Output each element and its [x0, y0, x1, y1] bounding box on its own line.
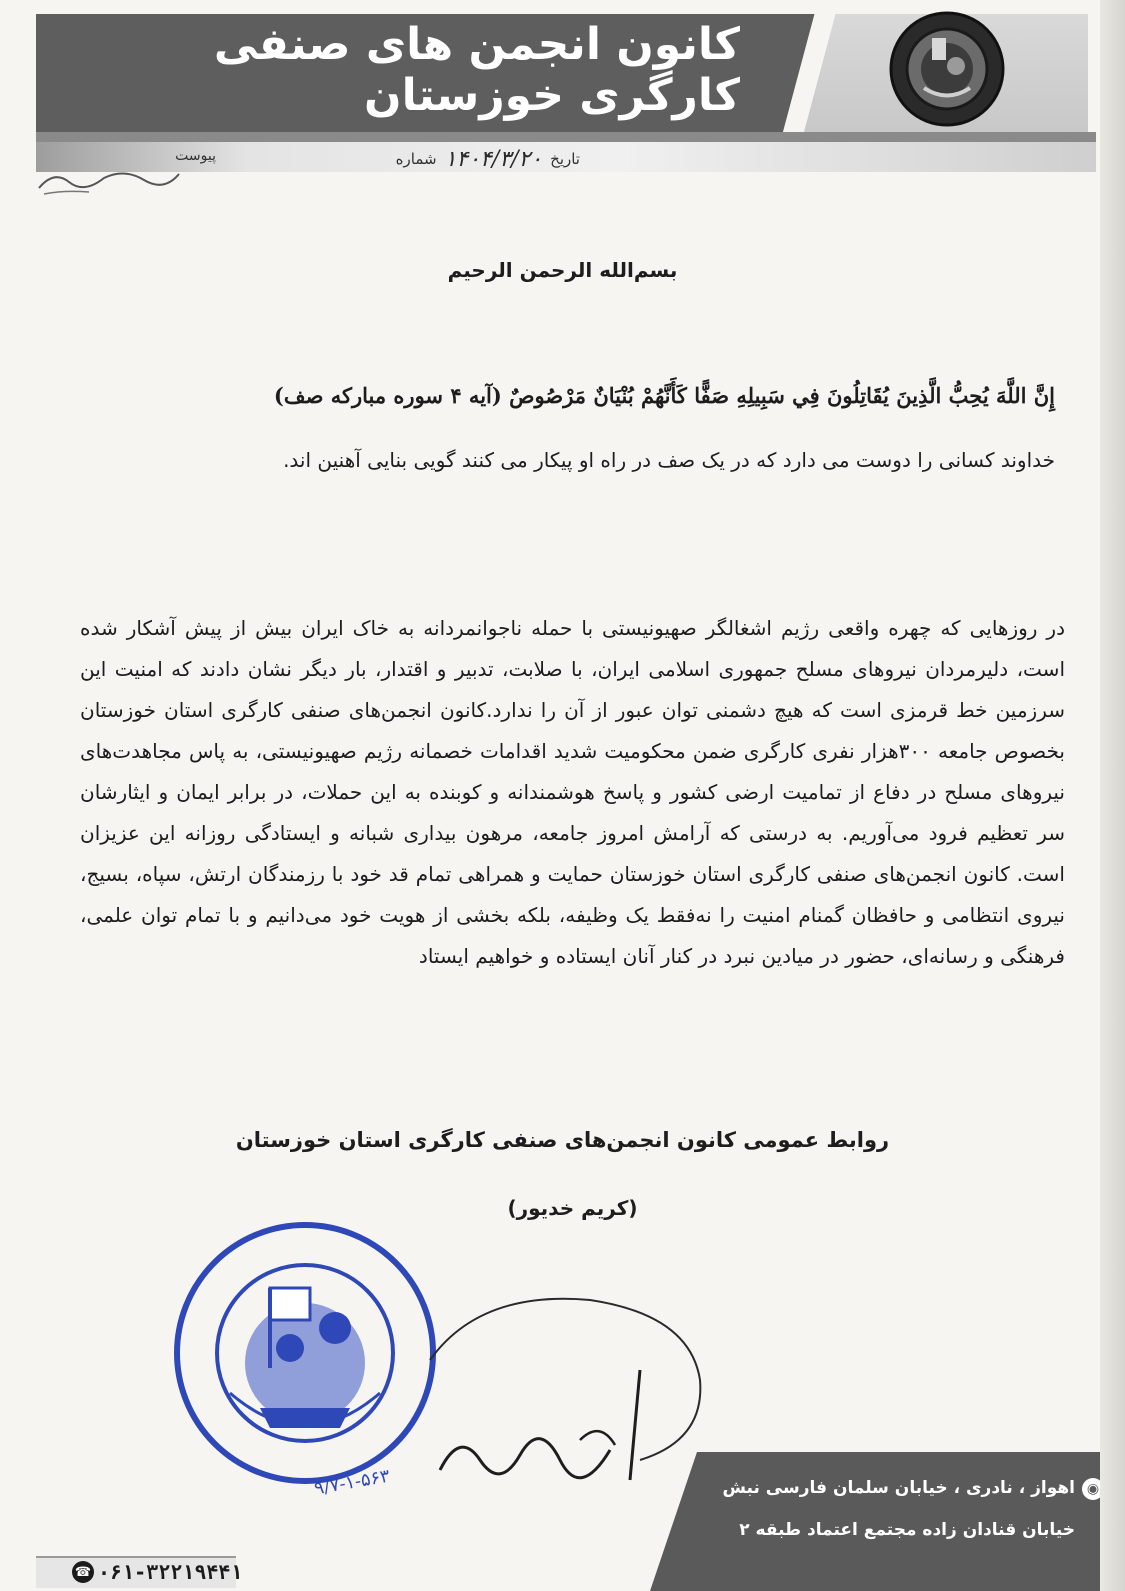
footer-address-line-1: اهواز ، نادری ، خیابان سلمان فارسی نبش: [722, 1478, 1075, 1498]
date-value: ۱۴۰۴/۳/۲۰: [444, 146, 543, 172]
header-title: کانون انجمن های صنفی کارگری خوزستان: [213, 19, 740, 121]
header-stripe: [36, 132, 1096, 142]
statement-paragraph: در روزهایی که چهره واقعی رژیم اشغالگر صهیونیستی با حمله ناجوانمردانه به خاک ایران بیش از پیش آشکار شده است، دلیرمردان نیروهای مسلح جمهوری اسلامی ایران، با صلابت، تدبیر و اقتدار، بار دیگر نشان دادند که امنیت این سرزمین خط قرمزی است که هیچ دشمنی توان عبور از آن را ندارد.کانون انجمن‌های صنفی کارگری استان خوزستان بخصوص جامعه ۳۰۰هزار نفری کارگری ضمن محکومیت شدید اقدامات خصمانه رژیم صهیونیستی، به پاس مجاهدت‌های نیروهای مسلح در دفاع از تمامیت ارضی کشور و پاسخ هوشمندانه و کوبنده به این حملات، در برابر ایمان و ایثارشان سر تعظیم فرود می‌آوریم. به درستی که آرامش امروز جامعه، مرهون بیداری شبانه و ایستادگی روزانه این عزیزان است. کانون انجمن‌های صنفی کارگری استان خوزستان حمایت و همراهی تمام قد خود با رزمندگان ارتش، سپاه، بسیج، نیروی انتظامی و حافظان گمنام امنیت را نه‌فقط یک وظیفه، بلکه بخشی از هویت خود می‌دانیم و با تمام توان علمی، فرهنگی و رسانه‌ای، حضور در میادین نبرد در کنار آنان ایستاده و خواهیم ایستاد: [80, 616, 1065, 968]
quran-verse: إِنَّ اللَّهَ يُحِبُّ الَّذِينَ يُقَاتِلُونَ فِي سَبِيلِهِ صَفًّا كَأَنَّهُمْ بُنْيَانٌ مَرْصُوصٌ (آیه ۴ سوره مبارکه صف): [273, 383, 1055, 408]
date-label: تاریخ: [550, 150, 580, 168]
basmala-heading: بسم‌الله الرحمن الرحیم: [447, 258, 678, 282]
stamp-number: ۹/۷-۱-۵۶۳: [312, 1465, 392, 1500]
signatory-organization: روابط عمومی کانون انجمن‌های صنفی کارگری استان خوزستان: [235, 1128, 890, 1152]
phone-icon: ☎: [72, 1561, 94, 1583]
handwritten-signature-icon: [400, 1270, 730, 1500]
signatory-name: (کریم خدیور): [507, 1196, 638, 1220]
footer-address-line-2: خیابان قنادان زاده مجتمع اعتماد طبقه ۲: [739, 1520, 1075, 1540]
phone-number: ۰۶۱-۳۲۲۱۹۴۴۱: [98, 1560, 243, 1584]
number-label: شماره: [395, 150, 437, 168]
page-edge: [1100, 0, 1125, 1591]
attachment-handwriting-icon: [34, 150, 184, 200]
location-pin-icon: ◉: [1082, 1478, 1104, 1500]
date-line: [320, 145, 580, 173]
verse-translation: خداوند کسانی را دوست می دارد که در یک صف در راه او پیکار می کنند گویی بنایی آهنین اند.: [283, 448, 1055, 472]
organization-logo-icon: [886, 8, 1008, 130]
attachment-label: پیوست: [175, 148, 216, 164]
